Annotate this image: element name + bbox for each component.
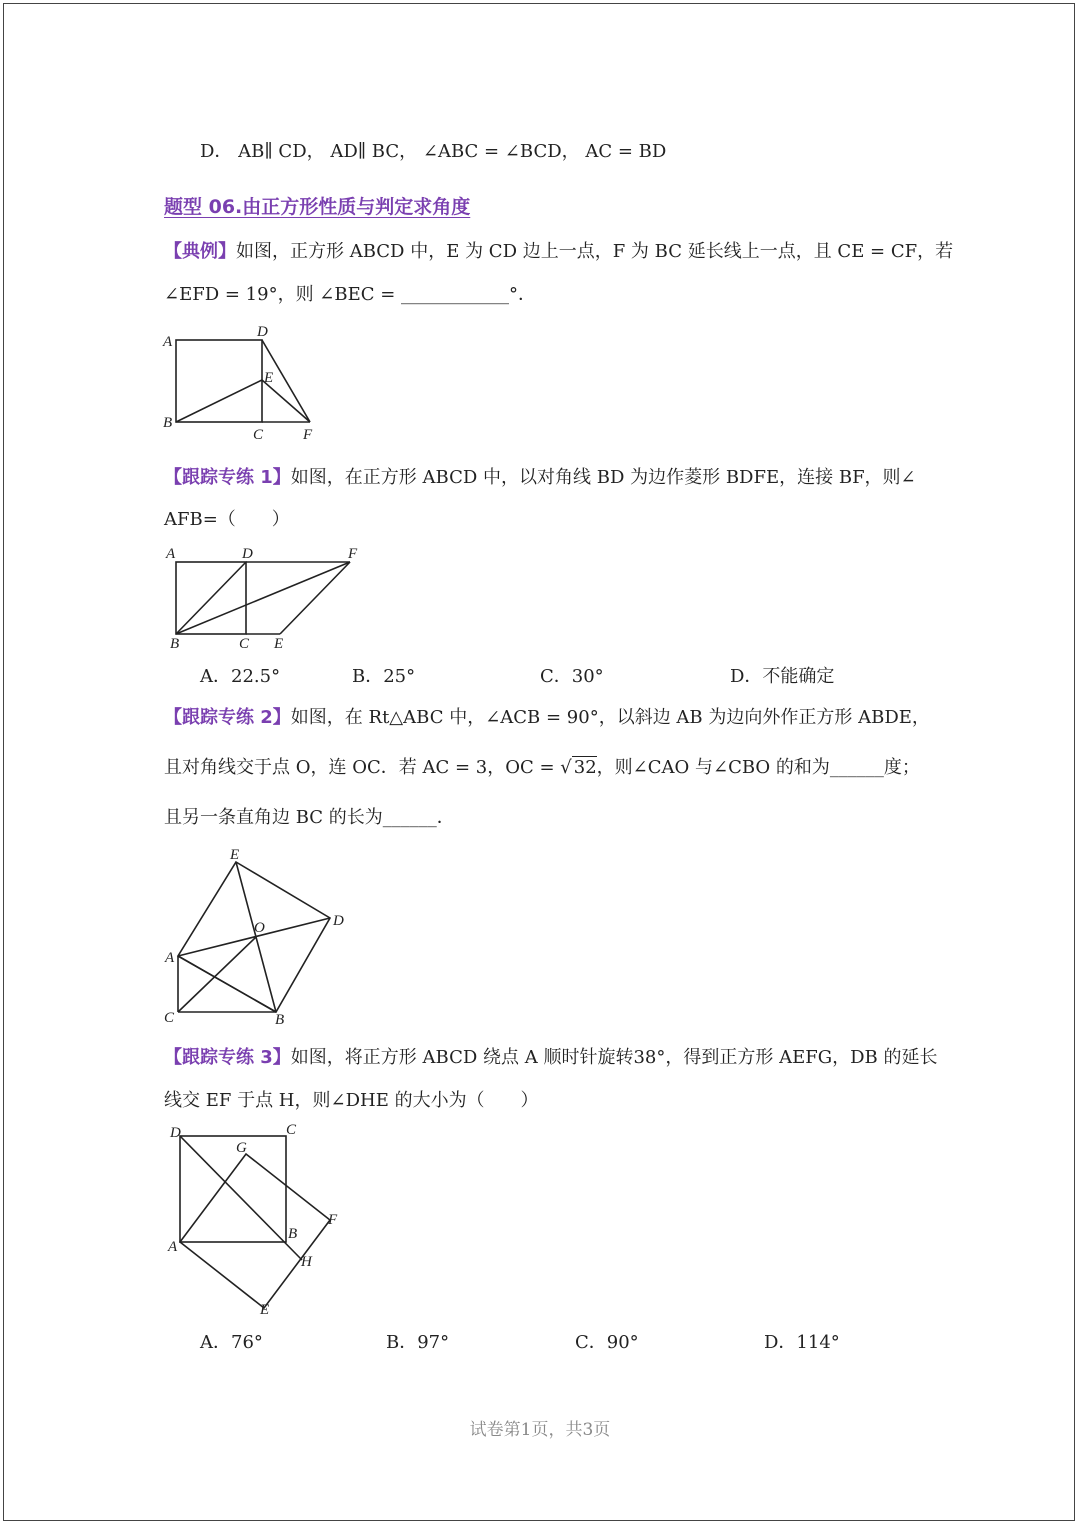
label-c: C: [286, 1122, 297, 1138]
label-c: C: [239, 636, 250, 652]
practice1-line1: [164, 466, 916, 490]
practice3-text1: 如图，将正方形 ABCD 绕点 A 顺时针旋转38°，得到正方形 AEFG，DB 的延长: [290, 1047, 938, 1068]
label-a: A: [168, 1239, 178, 1255]
label-d: D: [170, 1125, 181, 1141]
practice1-figure: [160, 540, 370, 655]
section-title: 题型 06.由正方形性质与判定求角度: [164, 196, 471, 218]
practice3-tag: 【跟踪专练 3】: [164, 1047, 291, 1068]
square-abcd: [176, 340, 262, 422]
label-o: O: [254, 920, 265, 936]
example-figure: [160, 322, 330, 444]
practice3-figure: [160, 1120, 350, 1320]
diagonal-bd: [176, 562, 246, 634]
label-d: D: [242, 546, 253, 562]
segment-ef: [262, 380, 310, 422]
practice1-line2: AFB=（ ）: [164, 509, 290, 530]
sqrt-value: 32: [573, 757, 597, 778]
label-b: B: [288, 1226, 298, 1242]
label-e: E: [230, 847, 240, 863]
label-e: E: [264, 370, 274, 386]
label-d: D: [257, 324, 268, 340]
label-f: F: [328, 1212, 338, 1228]
practice2-text2b: ，则∠CAO 与∠CBO 的和为______度；: [596, 757, 920, 778]
label-g: G: [236, 1140, 247, 1156]
practice3-option-c[interactable]: C．90°: [575, 1332, 639, 1353]
label-b: B: [275, 1012, 285, 1028]
label-a: A: [165, 950, 175, 966]
square-aefg: [180, 1154, 330, 1308]
example-tag: 【典例】: [164, 241, 236, 262]
practice2-text1: 如图，在 Rt△ABC 中，∠ACB = 90°，以斜边 AB 为边向外作正方形 ABDE，: [290, 707, 930, 728]
practice1-text1: 如图，在正方形 ABCD 中，以对角线 BD 为边作菱形 BDFE，连接 BF，则∠: [290, 467, 916, 488]
label-d: D: [333, 913, 344, 929]
practice3-option-a[interactable]: A．76°: [200, 1332, 263, 1353]
practice2-tag: 【跟踪专练 2】: [164, 707, 291, 728]
segment-fe: [280, 562, 350, 634]
practice1-option-c[interactable]: C．30°: [540, 666, 604, 687]
page-footer: 试卷第1页，共3页: [469, 1420, 611, 1440]
practice1-option-d[interactable]: D．不能确定: [730, 666, 835, 687]
practice2-line1: [164, 706, 930, 730]
example-text1: 如图，正方形 ABCD 中，E 为 CD 边上一点，F 为 BC 延长线上一点，且 CE = CF，若: [236, 241, 954, 262]
practice3-option-b[interactable]: B．97°: [386, 1332, 450, 1353]
label-h: H: [301, 1254, 312, 1270]
practice1-option-b[interactable]: B．25°: [352, 666, 416, 687]
segment-co: [178, 937, 256, 1012]
label-f: F: [348, 546, 358, 562]
label-e: E: [274, 636, 284, 652]
practice2-figure: [160, 842, 360, 1032]
prev-option-d: D． AB∥ CD， AD∥ BC， ∠ABC = ∠BCD， AC = BD: [200, 141, 667, 162]
practice2-text2a: 且对角线交于点 O，连 OC．若 AC = 3，OC =: [164, 757, 561, 778]
practice2-line2: 且对角线交于点 O，连 OC．若 AC = 3，OC = √ 32，则∠CAO 与∠CBO 的和为______度；: [164, 757, 920, 778]
label-f: F: [303, 427, 313, 443]
label-c: C: [253, 427, 264, 443]
label-a: A: [166, 546, 176, 562]
segment-be: [176, 380, 262, 422]
label-b: B: [163, 415, 173, 431]
practice3-line1: [164, 1046, 937, 1070]
practice1-option-a[interactable]: A．22.5°: [200, 666, 281, 687]
practice3-option-d[interactable]: D．114°: [764, 1332, 840, 1353]
example-line1: [164, 240, 953, 264]
label-e: E: [260, 1302, 270, 1318]
practice3-line2: 线交 EF 于点 H，则∠DHE 的大小为（ ）: [164, 1090, 539, 1111]
label-a: A: [163, 334, 173, 350]
practice1-tag: 【跟踪专练 1】: [164, 467, 291, 488]
segment-bf: [176, 562, 350, 634]
label-c: C: [164, 1010, 175, 1026]
label-b: B: [170, 636, 180, 652]
example-line2: ∠EFD = 19°，则 ∠BEC = ____________°．: [164, 284, 537, 305]
practice2-line3: 且另一条直角边 BC 的长为______．: [164, 807, 455, 828]
